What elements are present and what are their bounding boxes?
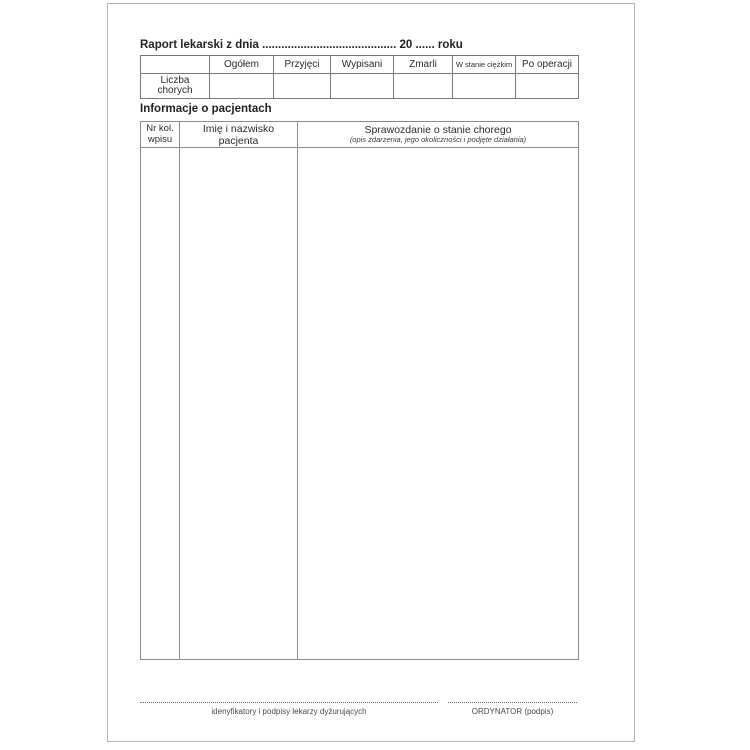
summary-cell-post-op (516, 74, 579, 99)
summary-header-critical: W stanie ciężkim (453, 56, 516, 74)
summary-row-label: Liczba chorych (141, 74, 210, 99)
summary-header-row (141, 56, 579, 74)
summary-header-admitted: Przyjęci (274, 56, 331, 74)
summary-table (140, 55, 579, 99)
date-dotted-blank: .......................................... (262, 39, 397, 51)
patients-cell-report (298, 148, 579, 660)
patients-header-row (141, 122, 579, 148)
duty-doctors-signature-line (140, 702, 438, 703)
patients-cell-entry-number (141, 148, 180, 660)
summary-header-total: Ogółem (210, 56, 274, 74)
ordynator-signature-label: ORDYNATOR (podpis) (471, 707, 554, 716)
summary-cell-deceased (394, 74, 453, 99)
form-title (140, 39, 580, 51)
form-page (107, 3, 635, 742)
patients-header-report-label: Sprawozdanie o stanie chorego (364, 124, 512, 137)
patients-header-entry-number: Nr kol. wpisu (141, 122, 180, 148)
summary-cell-total (210, 74, 274, 99)
summary-header-corner (141, 56, 210, 74)
summary-cell-critical (453, 74, 516, 99)
summary-cell-admitted (274, 74, 331, 99)
patients-header-name: Imię i nazwisko pacjenta (180, 122, 298, 148)
patients-empty-row (141, 148, 579, 660)
summary-header-discharged: Wypisani (331, 56, 394, 74)
patients-cell-name (180, 148, 298, 660)
summary-header-post-op: Po operacji (516, 56, 579, 74)
summary-header-deceased: Zmarli (394, 56, 453, 74)
summary-cell-discharged (331, 74, 394, 99)
patients-header-report (298, 122, 579, 148)
form-title-prefix: Raport lekarski z dnia (140, 39, 259, 51)
patients-section-title: Informacje o pacjentach (140, 103, 272, 115)
year-dotted-blank: ...... (415, 39, 435, 51)
patients-header-report-sublabel: (opis zdarzenia, jego okoliczności i podjęte działania) (349, 135, 527, 145)
summary-data-row (141, 74, 579, 99)
form-title-suffix: roku (437, 39, 463, 51)
duty-doctors-signature-label: idenyfikatory i podpisy lekarzy dyżurujących (211, 707, 367, 716)
ordynator-signature-line (448, 702, 577, 703)
year-prefix: 20 (399, 39, 413, 51)
patients-table (140, 121, 579, 660)
